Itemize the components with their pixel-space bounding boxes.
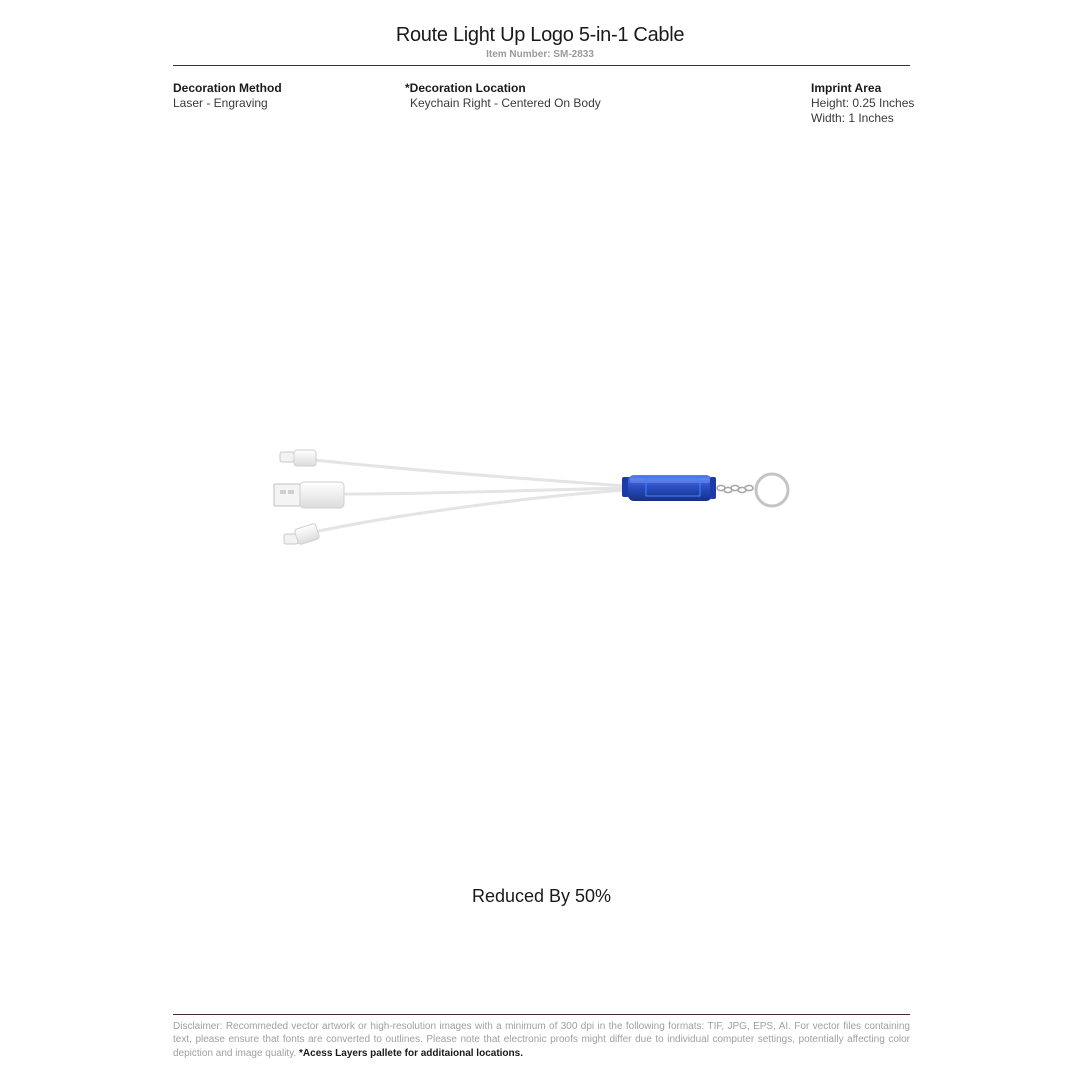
layers-note: *Acess Layers pallete for additaional locations. — [299, 1047, 523, 1059]
page-title: Route Light Up Logo 5-in-1 Cable — [395, 24, 685, 46]
decoration-method-label: Decoration Method — [173, 81, 282, 95]
imprint-width: Width: 1 Inches — [811, 111, 894, 125]
usb-c-connector-bottom — [284, 523, 320, 545]
footer-divider — [173, 1014, 910, 1015]
usb-c-connector-top — [280, 450, 316, 466]
imprint-area-label: Imprint Area — [811, 81, 882, 95]
item-number: Item Number: SM-2833 — [486, 49, 594, 60]
decoration-method-value: Laser - Engraving — [173, 96, 268, 110]
key-ring — [756, 474, 788, 506]
imprint-height: Height: 0.25 Inches — [811, 96, 915, 110]
cable-wires — [314, 460, 626, 532]
decoration-location-value: Keychain Right - Centered On Body — [410, 96, 601, 110]
header-divider — [173, 65, 910, 66]
usb-a-connector — [274, 482, 344, 508]
usb-cable-keychain-illustration — [270, 438, 800, 558]
disclaimer-body: Disclaimer: Recommeded vector artwork or high-resolution images with a minimum of 300 dpi in the following formats: TIF, JPG, EPS, AI. For vector files containing text, please ensure that fonts are converted to outlines. Please note that electronic proofs might differ due to individual computer settings, potentially affecting color depiction and image quality. — [173, 1021, 910, 1059]
decoration-method-section — [173, 81, 282, 111]
scale-note: Reduced By 50% — [471, 886, 612, 906]
decoration-location-label: *Decoration Location — [405, 81, 526, 95]
decoration-location-section — [405, 81, 601, 111]
key-chain-links — [717, 485, 753, 492]
disclaimer-text — [173, 1020, 910, 1060]
imprint-area-section — [811, 81, 914, 126]
